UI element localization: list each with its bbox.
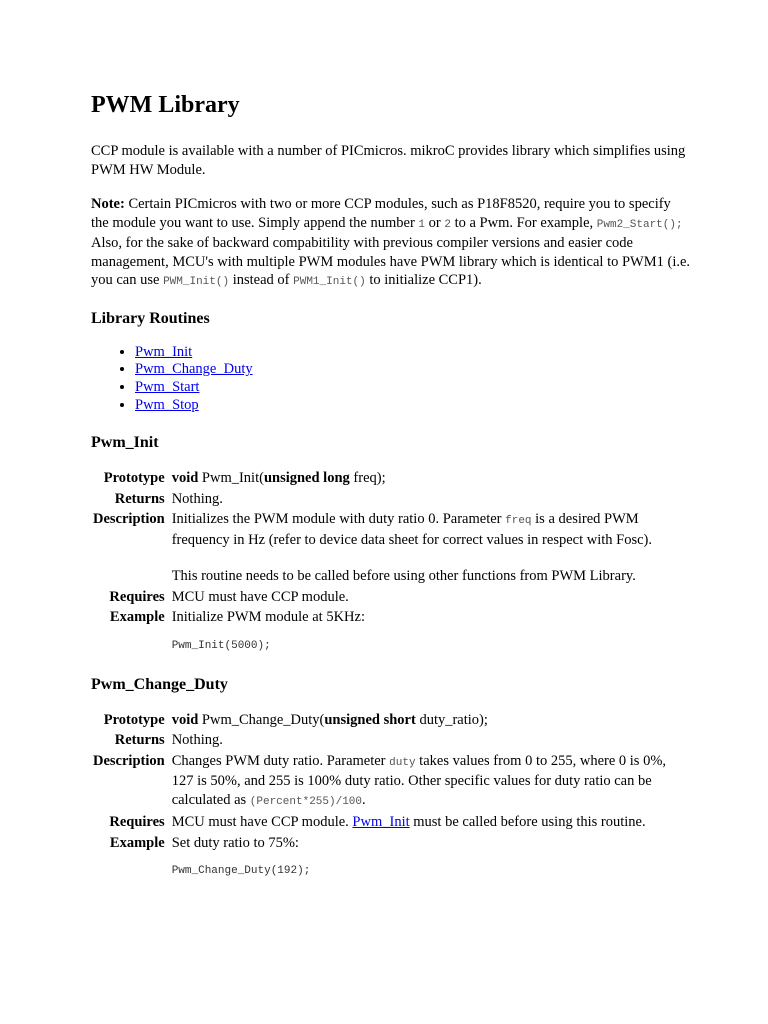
requires-text: MCU must have CCP module. <box>171 814 353 831</box>
list-item <box>135 397 691 415</box>
proto-type: unsigned long <box>263 470 350 487</box>
desc-text: This routine needs to be called before using other functions from PWM Library. <box>171 568 636 585</box>
list-item <box>135 379 691 397</box>
table-row <box>90 730 685 751</box>
pwm-change-duty-spec-table <box>90 710 685 882</box>
requires-value: MCU must have CCP module. <box>171 588 349 605</box>
proto-keyword: void <box>171 470 199 487</box>
link-pwm-change-duty[interactable]: Pwm_Change_Duty <box>135 361 253 378</box>
table-row <box>90 489 685 510</box>
example-code: Pwm_Init(5000); <box>171 639 271 652</box>
proto-type: unsigned short <box>324 711 416 728</box>
example-value <box>169 607 685 656</box>
desc-code: (Percent*255)/100 <box>249 795 362 808</box>
note-code: PWM1_Init() <box>293 276 366 288</box>
routines-heading: Library Routines <box>91 309 210 327</box>
requires-label: Requires <box>109 814 165 831</box>
example-value <box>169 833 685 882</box>
proto-rest: freq); <box>349 470 386 487</box>
desc-text: Changes PWM duty ratio. Parameter <box>171 752 390 769</box>
link-pwm-init[interactable]: Pwm_Init <box>135 343 193 360</box>
prototype-value <box>169 468 685 489</box>
section-heading-pwm-init: Pwm_Init <box>91 434 159 452</box>
description-label: Description <box>93 752 165 769</box>
example-label: Example <box>109 834 165 851</box>
returns-label: Returns <box>114 732 165 749</box>
example-code: Pwm_Change_Duty(192); <box>171 865 311 878</box>
note-text: Certain PICmicros with two or more CCP modules, such as P18F8520, require you to specify the module you want to use. Simply append the number <box>91 196 671 231</box>
proto-name: Pwm_Change_Duty( <box>198 711 325 728</box>
example-text: Initialize PWM module at 5KHz: <box>171 609 365 626</box>
returns-label: Returns <box>114 490 165 507</box>
routines-list <box>91 344 691 415</box>
desc-text: Initializes the PWM module with duty ratio 0. Parameter <box>171 511 506 528</box>
note-text: Also, for the sake of backward compabitility with previous compiler versions and easier code management, MCU's with multiple PWM modules have PWM library which is identical to PWM1 (i.e. you can use <box>91 235 691 288</box>
table-row <box>90 587 685 608</box>
requires-value <box>169 812 685 833</box>
intro-paragraph: CCP module is available with a number of PICmicros. mikroC provides library which simplifies using PWM HW Module. <box>91 143 686 178</box>
proto-name: Pwm_Init( <box>198 470 264 487</box>
returns-value: Nothing. <box>171 732 223 749</box>
returns-value: Nothing. <box>171 490 223 507</box>
note-text: instead of <box>229 272 294 288</box>
table-row <box>90 710 685 731</box>
prototype-label: Prototype <box>103 711 165 728</box>
document-page <box>91 88 691 881</box>
example-label: Example <box>109 609 165 626</box>
link-pwm-stop[interactable]: Pwm_Stop <box>135 396 199 413</box>
link-pwm-init-inline[interactable]: Pwm_Init <box>352 814 410 831</box>
page-title: PWM Library <box>91 92 240 118</box>
table-row <box>90 833 685 882</box>
prototype-value <box>169 710 685 731</box>
desc-code: duty <box>389 756 416 769</box>
list-item <box>135 361 691 379</box>
note-text: to a Pwm. For example, <box>450 214 597 231</box>
table-row <box>90 468 685 489</box>
pwm-init-spec-table <box>90 468 685 656</box>
description-value <box>169 751 685 813</box>
link-pwm-start[interactable]: Pwm_Start <box>135 378 200 395</box>
description-label: Description <box>93 511 165 528</box>
note-code: 2 <box>444 218 451 231</box>
example-text: Set duty ratio to 75%: <box>171 834 299 851</box>
table-row <box>90 812 685 833</box>
desc-text: is a desired PWM frequency in Hz (refer to device data sheet for correct values in respect with Fosc). <box>171 511 652 548</box>
requires-label: Requires <box>109 588 165 605</box>
note-paragraph <box>91 195 691 292</box>
proto-keyword: void <box>171 711 199 728</box>
note-text: to initialize CCP1). <box>365 272 482 288</box>
prototype-label: Prototype <box>103 470 165 487</box>
desc-code: freq <box>505 515 532 528</box>
note-code: 1 <box>418 218 426 231</box>
section-heading-pwm-change-duty: Pwm_Change_Duty <box>91 675 228 693</box>
note-text: or <box>425 214 445 231</box>
desc-text: . <box>362 791 366 808</box>
proto-rest: duty_ratio); <box>415 711 488 728</box>
note-code: PWM_Init() <box>163 276 230 288</box>
table-row <box>90 607 685 656</box>
note-code: Pwm2_Start(); <box>596 218 683 231</box>
list-item <box>135 344 691 362</box>
description-value <box>169 509 685 587</box>
requires-text: must be called before using this routine. <box>409 814 646 831</box>
table-row <box>90 509 685 587</box>
table-row <box>90 751 685 813</box>
desc-text: takes values from 0 to 255, where 0 is 0%, 127 is 50%, and 255 is 100% duty ratio. Other specific values for duty ratio can be calculated as <box>171 752 667 808</box>
note-label: Note: <box>91 196 125 212</box>
